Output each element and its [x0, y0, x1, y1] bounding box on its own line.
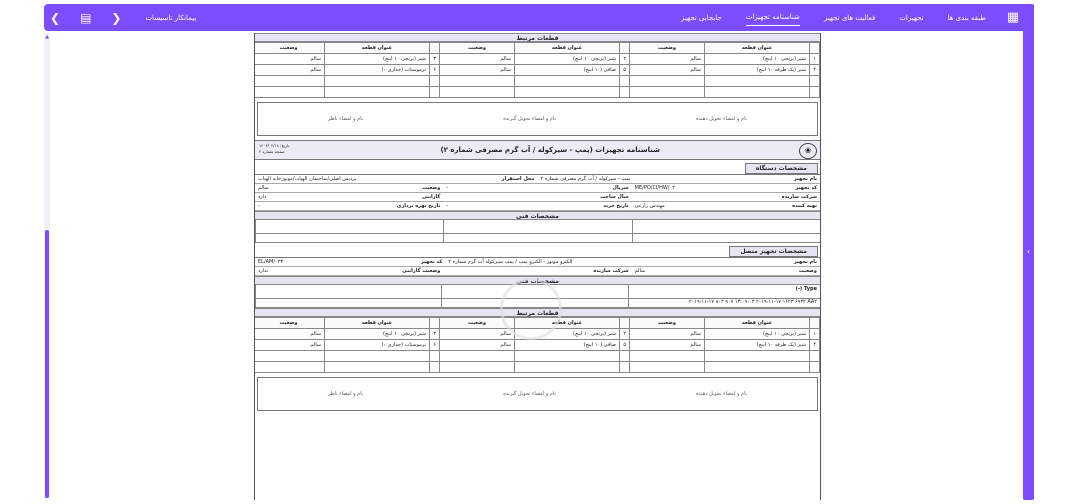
spec-label: سریال: [612, 185, 629, 191]
part-state: سالم: [630, 65, 705, 76]
sidebar-toggle-icon[interactable]: ‹: [1026, 246, 1031, 256]
col-header-part: عنوان قطعه: [515, 43, 620, 54]
col-header-part: عنوان قطعه: [705, 318, 810, 329]
tech-spec-grid: [255, 220, 820, 234]
doc-title-band: [255, 140, 820, 160]
parts-section-title-2: قطعات مرتبط: [255, 308, 820, 317]
table-row-empty: [254, 351, 820, 362]
part-name: صافی (۱۰ اینچ): [515, 340, 620, 351]
doc-title: شناسنامه تجهیزات (پمپ - سیرکوله / آب گرم مصرفی شماره ۲): [440, 146, 660, 154]
scroll-down-icon[interactable]: ▼: [45, 494, 49, 500]
spec-row: [255, 184, 820, 193]
tech-spec-grid: [255, 234, 820, 243]
col-header-state: وضعیت: [254, 43, 325, 54]
spec-label: شرکت سازنده: [593, 268, 629, 274]
spec-label: گارانتی: [421, 194, 441, 200]
row-number: ۵: [620, 340, 630, 351]
col-header-state: وضعیت: [630, 318, 705, 329]
row-number: ۴: [810, 65, 820, 76]
part-state: سالم: [254, 65, 325, 76]
col-header-part: عنوان قطعه: [515, 318, 620, 329]
connected-equipment-title: مشخصات تجهیز متصل: [729, 246, 818, 257]
nav-item-equipment[interactable]: تجهیزات: [899, 13, 924, 22]
watermark-logo: [500, 278, 562, 340]
doc-page: صفحه شماره ۲: [259, 149, 285, 154]
part-name: شیر (برنجی ۱۰ اینچ): [515, 54, 620, 65]
row-number: ۶: [430, 65, 440, 76]
spec-label: وضعیت: [798, 268, 817, 274]
signature-box: [257, 377, 818, 411]
spec-label: نام تجهیز: [793, 259, 817, 265]
parts-section-title: قطعات مرتبط: [255, 33, 820, 42]
spec-label: تاریخ خرید: [603, 203, 629, 209]
spec-value: سالم: [634, 268, 646, 274]
col-header-state: وضعیت: [440, 318, 515, 329]
signature-receiver: نام و امضاء تحویل گیرنده: [503, 116, 556, 122]
spec-value: دارد: [258, 194, 267, 200]
part-state: سالم: [630, 340, 705, 351]
row-number: ۳: [430, 54, 440, 65]
nav-left-controls: [50, 4, 196, 31]
scroll-up-icon[interactable]: ▲: [45, 34, 49, 40]
spec-value: پردیس اصلی/ساختمان الهیات/موتورخانه الهیات: [258, 176, 357, 182]
col-header-part: عنوان قطعه: [325, 318, 430, 329]
col-header-part: عنوان قطعه: [705, 43, 810, 54]
signature-deliverer: نام و امضاء تحویل دهنده: [695, 391, 747, 397]
nav-item-equipment-ids[interactable]: شناسنامه تجهیزات: [746, 9, 800, 26]
spec-label: نام تجهیز: [793, 176, 817, 182]
signature-deliverer: نام و امضاء تحویل دهنده: [695, 116, 747, 122]
table-row-empty: [254, 76, 820, 87]
user-name[interactable]: پیمانکار تاسیسات: [145, 13, 197, 22]
back-arrow-icon[interactable]: ❮: [50, 10, 61, 25]
part-state: سالم: [630, 329, 705, 340]
type-label: Type (-): [628, 285, 820, 298]
part-name: صافی (۱۰ اینچ): [515, 65, 620, 76]
row-number: ۳: [430, 329, 440, 340]
table-row-empty: [254, 87, 820, 98]
spec-row: [255, 202, 820, 211]
part-state: سالم: [254, 340, 325, 351]
spec-value: -: [446, 203, 449, 209]
row-number: ۵: [620, 65, 630, 76]
connected-tech-title: مشخصات فنی: [255, 276, 820, 285]
row-number: ۴: [810, 340, 820, 351]
doc-date: تاریخ: ۱۴۰۳/۰۲/۱۸: [259, 143, 290, 148]
table-row: [254, 340, 820, 351]
connected-row: [255, 258, 820, 267]
part-name: شیر (برنجی ۱۰ اینچ): [325, 54, 430, 65]
nav-item-categories[interactable]: طبقه بندی ها: [947, 13, 986, 22]
spec-label: کد تجهیز: [795, 185, 817, 191]
device-spec-title: مشخصات دستگاه: [745, 163, 818, 174]
col-header-state: وضعیت: [254, 318, 325, 329]
spec-label: محل استقرار: [501, 176, 535, 182]
row-number: ۲: [620, 329, 630, 340]
part-name: شیر (برنجی ۱۰ اینچ): [325, 329, 430, 340]
spec-value: پمپ - سیرکوله / آب گرم مصرفی شماره ۲: [540, 176, 631, 182]
row-number: ۱: [810, 329, 820, 340]
row-number: ۲: [620, 54, 630, 65]
nav-item-relocation[interactable]: جابجایی تجهیز: [681, 13, 722, 22]
university-logo-icon: ❀: [799, 143, 817, 159]
spec-row: [255, 193, 820, 202]
part-name: شیر (برنجی ۱۰ اینچ): [705, 329, 810, 340]
part-state: سالم: [254, 329, 325, 340]
spec-label: وضعیت: [422, 185, 441, 191]
part-state: سالم: [440, 329, 515, 340]
spec-value: الکترو موتور - الکترو پمپ / پمپ سیرکوله آب گرم شماره ۲: [448, 259, 573, 265]
col-header-state: وضعیت: [630, 43, 705, 54]
spec-label: شرکت سازنده: [781, 194, 817, 200]
part-name: ترموستات (جداری ۰): [325, 65, 430, 76]
signature-receiver: نام و امضاء تحویل گیرنده: [503, 391, 556, 397]
parts-table-1: [254, 42, 820, 98]
spec-value: مهندس زارعی: [634, 203, 665, 209]
col-header-state: وضعیت: [440, 43, 515, 54]
signature-box: [257, 102, 818, 136]
app-logo-icon[interactable]: ▦: [1006, 10, 1020, 25]
table-row: [254, 54, 820, 65]
spec-value: -: [446, 185, 449, 191]
spec-value: ME/PO/CI/HW/۰۲: [634, 185, 675, 191]
part-name: شیر (یک طرفه ۱۰ اینچ): [705, 340, 810, 351]
doc-meta: [259, 143, 289, 155]
nav-item-activities[interactable]: فعالیت های تجهیز: [823, 13, 876, 22]
log-line: ۲۰۱۹-۱۱-۱۷ ۸۰۳ ۹۰۷ ۱۳:۰۹:۰۳ ۲۰۱۹-۱۱-۱۷ ۱۶۲۳ ۶۹۳۲ AA۲: [628, 299, 820, 307]
signature-supervisor: نام و امضاء ناظر: [328, 116, 364, 122]
part-name: شیر (برنجی ۱۰ اینچ): [705, 54, 810, 65]
table-row-empty: [254, 362, 820, 373]
spec-label: سال ساخت: [600, 194, 629, 200]
table-row: [254, 65, 820, 76]
monitor-icon[interactable]: ▤: [80, 10, 92, 25]
row-number: ۶: [430, 340, 440, 351]
part-state: سالم: [254, 54, 325, 65]
part-state: سالم: [440, 65, 515, 76]
forward-arrow-icon[interactable]: ❯: [111, 10, 122, 25]
row-number: ۱: [810, 54, 820, 65]
spec-row: [255, 175, 820, 184]
table-header-row: [254, 43, 820, 54]
spec-value: ندارد: [258, 268, 269, 274]
part-state: سالم: [440, 340, 515, 351]
part-name: شیر (برنجی ۱۰ اینچ): [515, 329, 620, 340]
spec-label: تاریخ بهره برداری: [396, 203, 441, 209]
part-state: سالم: [630, 54, 705, 65]
spec-label: کد تجهیز: [420, 259, 443, 265]
scrollbar-thumb[interactable]: [45, 230, 49, 498]
connected-row: [255, 267, 820, 276]
spec-value: EL/AM/۰۲۳: [258, 259, 284, 265]
part-state: سالم: [440, 54, 515, 65]
spec-value: -: [258, 203, 260, 209]
document-sheet: [254, 33, 821, 500]
part-name: شیر (یک طرفه ۱۰ اینچ): [705, 65, 810, 76]
top-navbar: [44, 4, 1034, 31]
spec-value: سالم: [258, 185, 269, 191]
spec-label: وضعیت گارانتی: [402, 268, 441, 274]
spec-label: تهیه کننده: [792, 203, 817, 209]
part-name: ترموستات (جداری ۰): [325, 340, 430, 351]
tech-spec-title: مشخصات فنی: [255, 211, 820, 220]
signature-supervisor: نام و امضاء ناظر: [328, 391, 364, 397]
col-header-part: عنوان قطعه: [325, 43, 430, 54]
